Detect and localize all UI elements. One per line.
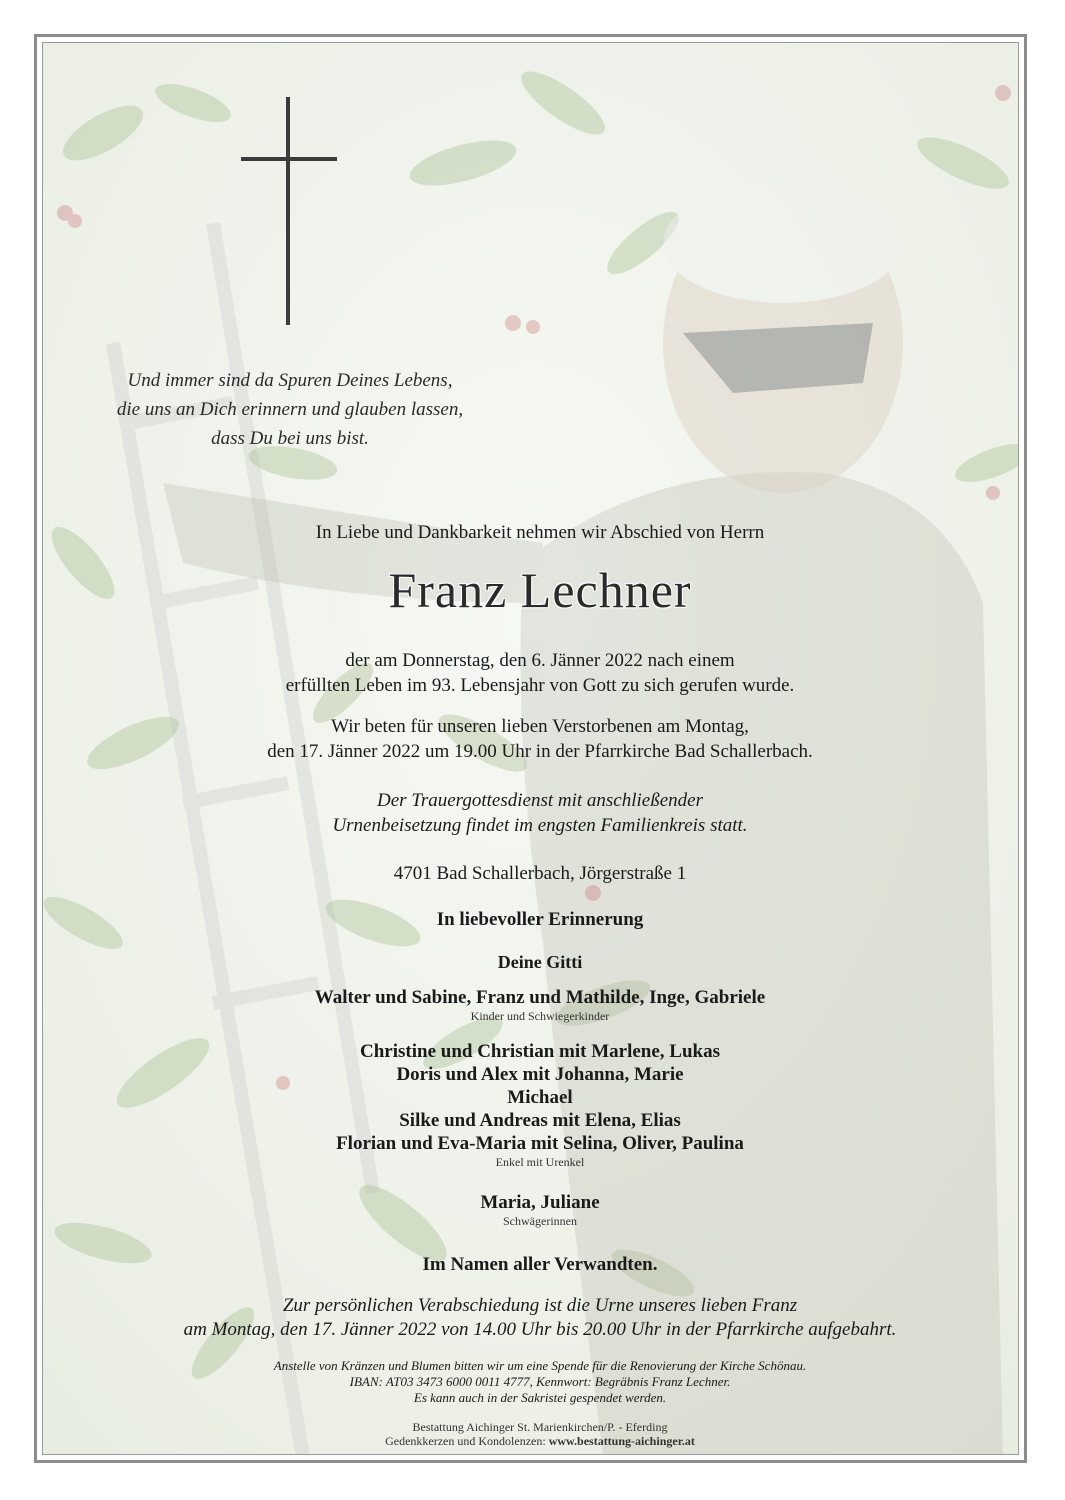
prayer-line: Wir beten für unseren lieben Verstorbenen am Montag, <box>331 716 749 737</box>
cross-icon <box>241 97 337 327</box>
grandchildren-names: Florian und Eva-Maria mit Selina, Oliver, Paulina <box>336 1133 744 1154</box>
footer <box>140 1420 940 1448</box>
address: 4701 Bad Schallerbach, Jörgerstraße 1 <box>393 863 687 884</box>
relatives-line: Im Namen aller Verwandten. <box>422 1254 658 1275</box>
grandchildren-names: Silke und Andreas mit Elena, Elias <box>399 1110 681 1131</box>
condolence-line <box>140 1434 940 1448</box>
children-group <box>140 986 940 1023</box>
prayer-line: den 17. Jänner 2022 um 19.00 Uhr in der Pfarrkirche Bad Schallerbach. <box>267 741 813 762</box>
intro-text: In Liebe und Dankbarkeit nehmen wir Abschied von Herrn <box>315 522 765 543</box>
sisters-in-law-names: Maria, Juliane <box>480 1192 600 1213</box>
poem-line: die uns an Dich erinnern und glauben lassen, <box>116 399 464 420</box>
viewing-notice <box>100 1294 980 1342</box>
funeral-line: Urnenbeisetzung findet im engsten Familienkreis statt. <box>332 815 748 836</box>
poem-line: Und immer sind da Spuren Deines Lebens, <box>127 370 453 391</box>
grandchildren-group <box>140 1040 940 1169</box>
donation-line: Es kann auch in der Sakristei gespendet werden. <box>413 1390 667 1405</box>
death-notice <box>140 648 940 698</box>
condolence-label: Gedenkkerzen und Kondolenzen: <box>385 1434 546 1448</box>
grandchildren-names: Michael <box>507 1087 573 1108</box>
spouse-name: Deine Gitti <box>497 952 583 972</box>
death-line: der am Donnerstag, den 6. Jänner 2022 nach einem <box>345 650 735 671</box>
donation-line: IBAN: AT03 3473 6000 0011 4777, Kennwort: Begräbnis Franz Lechner. <box>349 1374 731 1389</box>
deceased-name: Franz Lechner <box>388 562 692 618</box>
children-names: Walter und Sabine, Franz und Mathilde, Inge, Gabriele <box>314 987 766 1008</box>
prayer-notice <box>140 714 940 764</box>
children-caption: Kinder und Schwiegerkinder <box>470 1009 610 1023</box>
donation-notice <box>100 1358 980 1406</box>
donation-line: Anstelle von Kränzen und Blumen bitten wir um eine Spende für die Renovierung der Kirche Schönau. <box>273 1358 807 1373</box>
website-link[interactable]: www.bestattung-aichinger.at <box>548 1434 695 1448</box>
grandchildren-names: Christine und Christian mit Marlene, Lukas <box>360 1041 720 1062</box>
funeral-line: Der Trauergottesdienst mit anschließender <box>377 790 703 811</box>
grandchildren-caption: Enkel mit Urenkel <box>495 1155 585 1169</box>
grandchildren-names: Doris und Alex mit Johanna, Marie <box>396 1064 684 1085</box>
death-line: erfüllten Leben im 93. Lebensjahr von Gott zu sich gerufen wurde. <box>285 675 795 696</box>
poem-line: dass Du bei uns bist. <box>211 428 369 449</box>
funeral-notice <box>140 788 940 838</box>
undertaker-name: Bestattung Aichinger St. Marienkirchen/P. - Eferding <box>412 1420 668 1434</box>
sisters-in-law-group <box>140 1191 940 1228</box>
sisters-in-law-caption: Schwägerinnen <box>503 1214 577 1228</box>
poem <box>80 366 500 453</box>
viewing-line: am Montag, den 17. Jänner 2022 von 14.00 Uhr bis 20.00 Uhr in der Pfarrkirche aufgebahrt. <box>183 1319 897 1340</box>
viewing-line: Zur persönlichen Verabschiedung ist die Urne unseres lieben Franz <box>282 1295 798 1316</box>
memory-heading: In liebevoller Erinnerung <box>436 909 644 930</box>
